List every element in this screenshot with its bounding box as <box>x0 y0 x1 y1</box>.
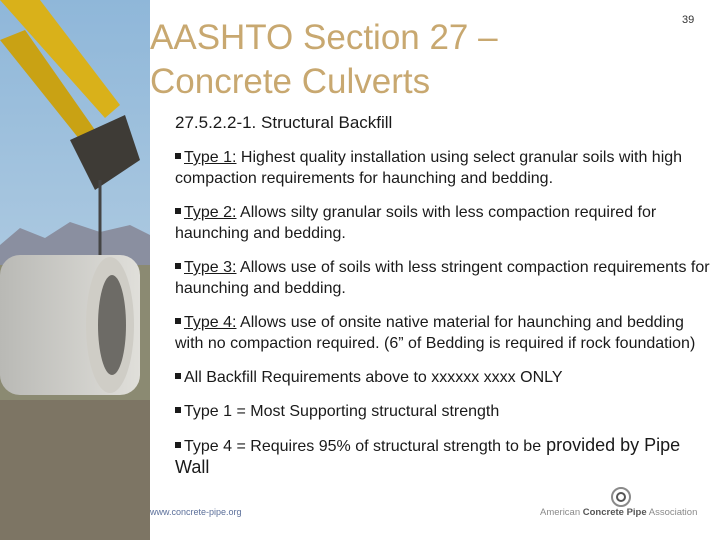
bullet-note-requirements <box>175 367 713 388</box>
bullet-text-tail: provided by Pipe Wall <box>175 435 681 477</box>
type-label: Type 1: <box>184 149 237 166</box>
slide-title <box>150 16 580 104</box>
bullet-text: All Backfill Requirements above to xxxxxx xxxx ONLY <box>184 369 563 386</box>
logo-text-c: Association <box>646 507 698 518</box>
bullet-text: Type 1 = Most Supporting structural strength <box>184 403 500 420</box>
type-label: Type 4: <box>184 314 237 331</box>
construction-photo <box>0 0 150 540</box>
bullet-note-type1 <box>175 401 713 422</box>
square-bullet-icon <box>175 208 181 214</box>
bullet-text: Allows silty granular soils with less compaction required for haunching and bedding. <box>175 204 657 242</box>
type-label: Type 2: <box>184 204 237 221</box>
title-line-2: Concrete Culverts <box>150 62 431 101</box>
bullet-text: Type 4 = Requires 95% of structural strength to be <box>184 438 542 455</box>
logo-text <box>540 507 697 518</box>
bullet-type-2 <box>175 202 713 244</box>
slide-content <box>175 112 713 492</box>
square-bullet-icon <box>175 263 181 269</box>
square-bullet-icon <box>175 318 181 324</box>
title-line-1: AASHTO Section 27 – <box>150 18 498 57</box>
acpa-logo <box>540 486 700 522</box>
square-bullet-icon <box>175 442 181 448</box>
square-bullet-icon <box>175 373 181 379</box>
bullet-text: Allows use of soils with less stringent compaction requirements for haunching and bedding. <box>175 259 710 297</box>
logo-text-a: American <box>540 507 583 518</box>
logo-text-b: Concrete Pipe <box>582 507 647 518</box>
type-label: Type 3: <box>184 259 237 276</box>
bullet-type-4 <box>175 312 713 354</box>
bullet-text: Highest quality installation using select granular soils with high compaction requirements for haunching and bedding. <box>175 149 683 187</box>
section-subtitle: 27.5.2.2-1. Structural Backfill <box>175 113 393 132</box>
bullet-note-type4 <box>175 435 713 479</box>
bullet-text: Allows use of onsite native material for haunching and bedding with no compaction required. (6” of Bedding is required if rock foundation) <box>175 314 696 352</box>
square-bullet-icon <box>175 153 181 159</box>
square-bullet-icon <box>175 407 181 413</box>
acpa-logo-icon <box>610 486 632 508</box>
footer-url[interactable]: www.concrete-pipe.org <box>150 507 242 517</box>
bullet-type-1 <box>175 147 713 189</box>
slide-number: 39 <box>682 14 695 26</box>
bullet-type-3 <box>175 257 713 299</box>
